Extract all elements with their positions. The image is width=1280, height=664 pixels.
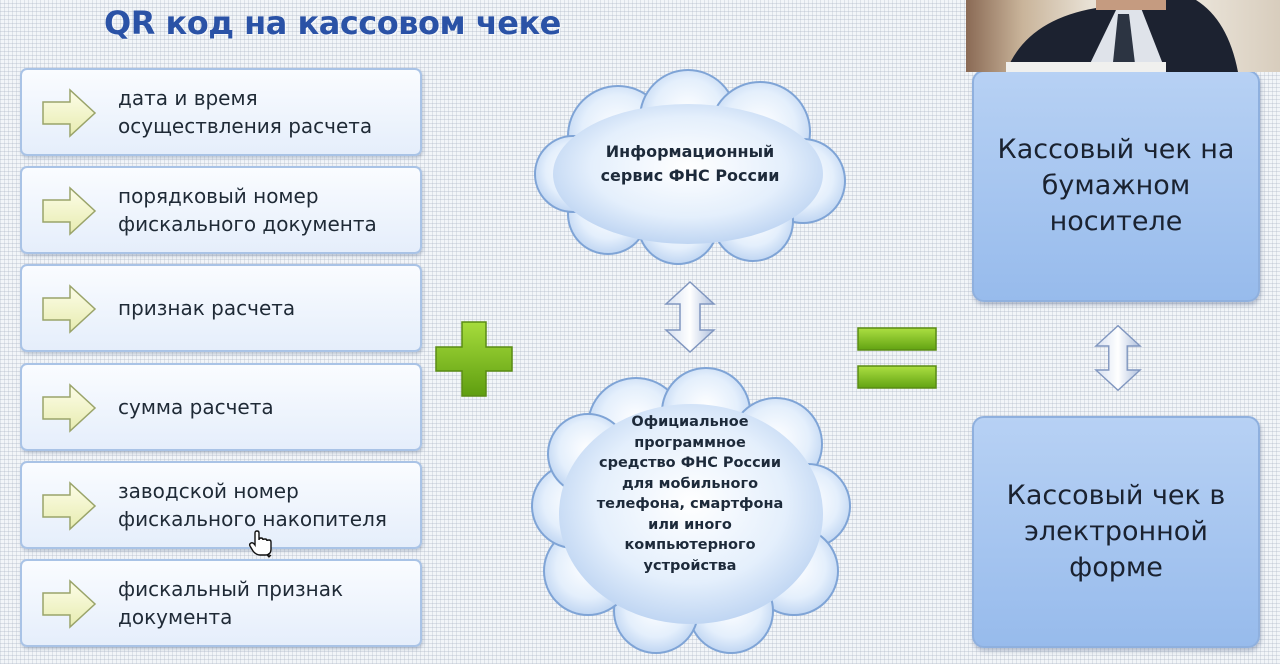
item-label: порядковый номер фискального документа	[118, 184, 377, 236]
item-datetime	[20, 68, 422, 156]
right-arrow-icon	[40, 283, 98, 335]
hand-cursor-icon	[248, 530, 274, 558]
right-arrow-icon	[40, 480, 98, 532]
cloud-top-text: Информационный сервис ФНС России	[600, 142, 780, 185]
right-arrow-icon	[40, 87, 98, 139]
presenter-video	[966, 0, 1280, 72]
right-arrow-icon	[40, 185, 98, 237]
item-calc-sign	[20, 264, 422, 352]
item-calc-sum	[20, 363, 422, 451]
item-label: признак расчета	[118, 296, 296, 320]
cloud-fns-app	[526, 366, 854, 656]
item-doc-number	[20, 166, 422, 254]
item-label: сумма расчета	[118, 395, 274, 419]
cloud-fns-service	[528, 66, 852, 266]
cloud-bottom-text: Официальное программное средство ФНС России для мобильного телефона, смартфона или иного компьютерного устройства	[596, 414, 784, 574]
result-electronic-text: Кассовый чек в электронной форме	[1006, 480, 1226, 583]
item-label: фискальный признак документа	[118, 577, 344, 629]
up-down-arrow-icon	[664, 280, 716, 354]
equals-icon	[856, 326, 938, 392]
item-fn-number	[20, 461, 422, 549]
right-arrow-icon	[40, 578, 98, 630]
up-down-arrow-icon	[1094, 322, 1142, 394]
plus-icon	[434, 320, 514, 398]
result-paper-receipt	[972, 70, 1260, 302]
item-fiscal-sign	[20, 559, 422, 647]
result-paper-text: Кассовый чек на бумажном носителе	[997, 134, 1235, 237]
result-electronic-receipt	[972, 416, 1260, 648]
item-label: заводской номер фискального накопителя	[118, 479, 387, 531]
slide-title: QR код на кассовом чеке	[104, 4, 561, 42]
webcam-overlay	[966, 0, 1280, 72]
right-arrow-icon	[40, 382, 98, 434]
item-label: дата и время осуществления расчета	[118, 86, 373, 138]
